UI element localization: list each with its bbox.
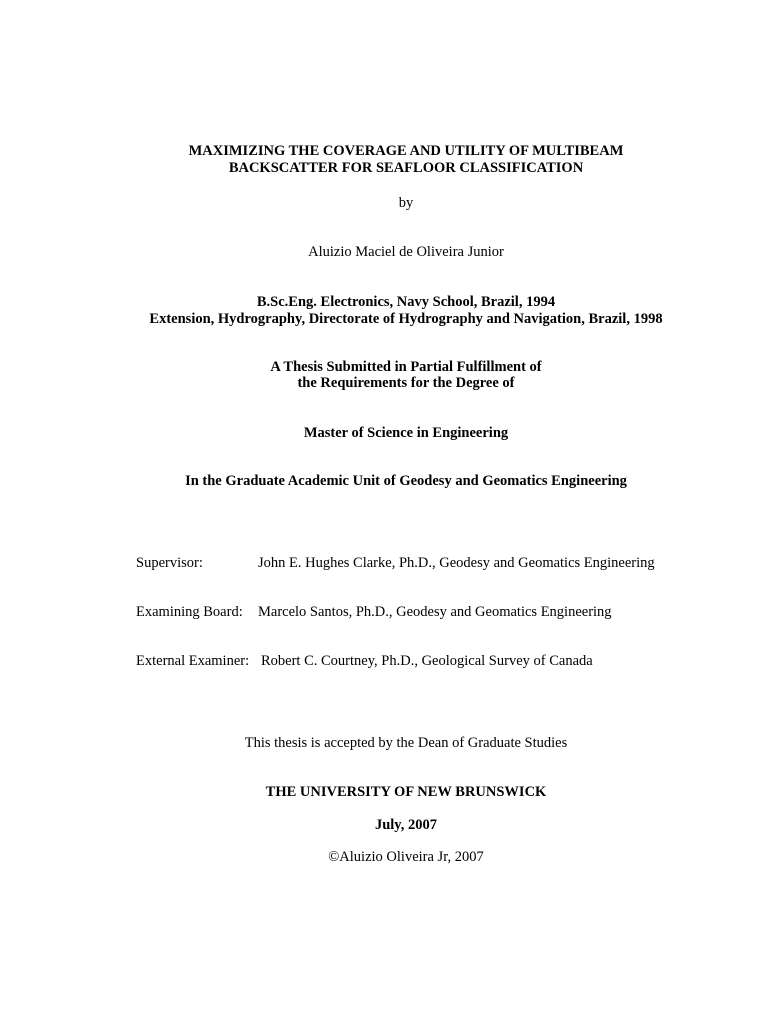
university-name: THE UNIVERSITY OF NEW BRUNSWICK: [265, 784, 547, 800]
committee-name-supervisor: John E. Hughes Clarke, Ph.D., Geodesy and Geomatics Engineering: [258, 555, 655, 571]
copyright-notice: ©Aluizio Oliveira Jr, 2007: [328, 849, 484, 865]
by-label: by: [398, 195, 414, 211]
academic-unit: In the Graduate Academic Unit of Geodesy and Geomatics Engineering: [185, 473, 627, 489]
committee-role-external-examiner: External Examiner:: [136, 653, 250, 669]
submission-date: July, 2007: [374, 817, 438, 833]
submission-statement-line-2: the Requirements for the Degree of: [297, 375, 515, 391]
committee-name-external-examiner: Robert C. Courtney, Ph.D., Geological Survey of Canada: [261, 653, 593, 669]
committee-role-supervisor: Supervisor:: [136, 555, 203, 571]
prior-degree-2: Extension, Hydrography, Directorate of Hydrography and Navigation, Brazil, 1998: [149, 311, 663, 327]
committee-role-examining-board: Examining Board:: [136, 604, 243, 620]
committee-name-examining-board: Marcelo Santos, Ph.D., Geodesy and Geomatics Engineering: [258, 604, 612, 620]
degree-sought: Master of Science in Engineering: [303, 425, 509, 441]
thesis-title-line-2: BACKSCATTER FOR SEAFLOOR CLASSIFICATION: [228, 160, 584, 176]
prior-degree-1: B.Sc.Eng. Electronics, Navy School, Brazil, 1994: [256, 294, 556, 310]
author-name: Aluizio Maciel de Oliveira Junior: [308, 244, 504, 260]
thesis-title-line-1: MAXIMIZING THE COVERAGE AND UTILITY OF MULTIBEAM: [188, 143, 624, 159]
acceptance-statement: This thesis is accepted by the Dean of Graduate Studies: [244, 735, 568, 751]
submission-statement-line-1: A Thesis Submitted in Partial Fulfillment of: [270, 359, 542, 375]
